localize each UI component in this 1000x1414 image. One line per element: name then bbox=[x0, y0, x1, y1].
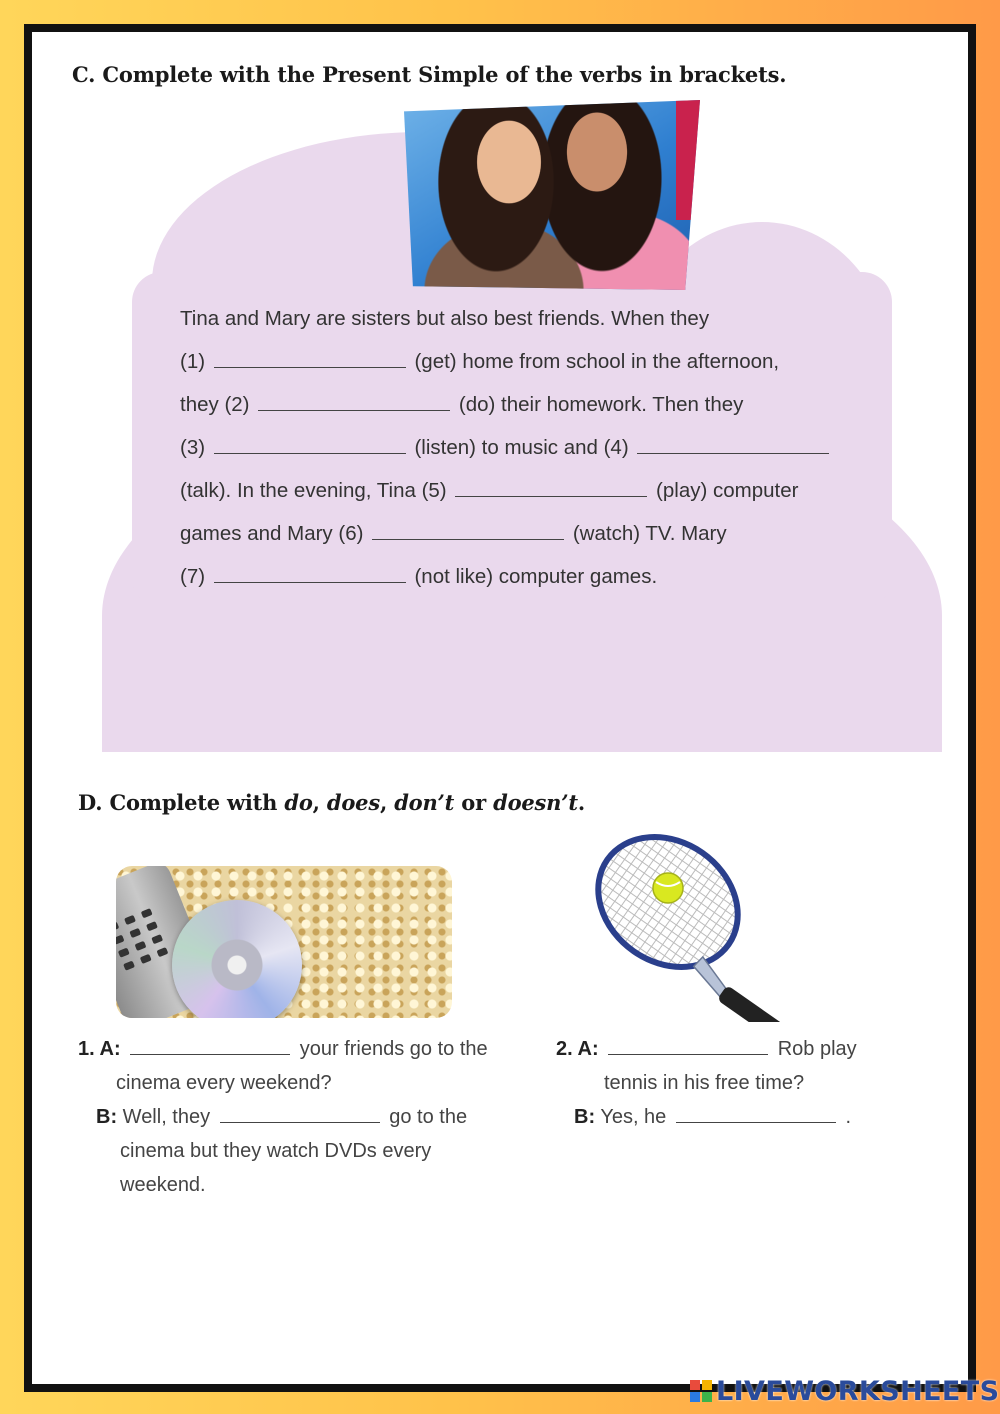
section-c-title: C. Complete with the Present Simple of the verbs in brackets. bbox=[72, 62, 787, 87]
passage-line-4: (3) (listen) to music and (4) bbox=[180, 426, 880, 469]
passage-line-6: games and Mary (6) (watch) TV. Mary bbox=[180, 522, 727, 545]
passage-line-5: (talk). In the evening, Tina (5) (play) computer bbox=[180, 479, 799, 502]
passage-line-1: Tina and Mary are sisters but also best friends. When they bbox=[180, 307, 710, 330]
answer-blank-7[interactable] bbox=[214, 567, 406, 583]
passage-line-7: (7) (not like) computer games. bbox=[180, 565, 658, 588]
q2-answer-blank-b[interactable] bbox=[676, 1108, 836, 1123]
q2-answer-blank-a[interactable] bbox=[608, 1040, 768, 1055]
reading-passage bbox=[180, 297, 880, 598]
answer-blank-4[interactable] bbox=[637, 438, 829, 454]
q1-answer-blank-a[interactable] bbox=[130, 1040, 290, 1055]
question-1: 1. A: your friends go to the cinema every weekend? B: Well, they go to the cinema but they watch DVDs every weekend. bbox=[78, 1038, 488, 1196]
answer-blank-5[interactable] bbox=[455, 481, 647, 497]
section-d-title: D. Complete with do, does, don’t or doesn’t. bbox=[78, 790, 585, 815]
dvd-disc-icon bbox=[172, 900, 302, 1018]
worksheet-page bbox=[24, 24, 976, 1392]
answer-blank-3[interactable] bbox=[214, 438, 406, 454]
passage-line-2: (1) (get) home from school in the afternoon, bbox=[180, 350, 780, 373]
question-2: 2. A: Rob play tennis in his free time? B: Yes, he . bbox=[556, 1038, 857, 1128]
q1-answer-blank-b[interactable] bbox=[220, 1108, 380, 1123]
passage-line-3: they (2) (do) their homework. Then they bbox=[180, 393, 744, 416]
answer-blank-6[interactable] bbox=[372, 524, 564, 540]
answer-blank-2[interactable] bbox=[258, 395, 450, 411]
liveworksheets-logo[interactable]: LIVEWORKSHEETS bbox=[716, 1376, 1000, 1407]
tennis-racket-image bbox=[588, 832, 828, 1022]
answer-blank-1[interactable] bbox=[214, 352, 406, 368]
two-girls-photo bbox=[404, 100, 700, 290]
popcorn-dvd-image bbox=[116, 866, 452, 1018]
liveworksheets-logo-icon bbox=[690, 1380, 712, 1402]
